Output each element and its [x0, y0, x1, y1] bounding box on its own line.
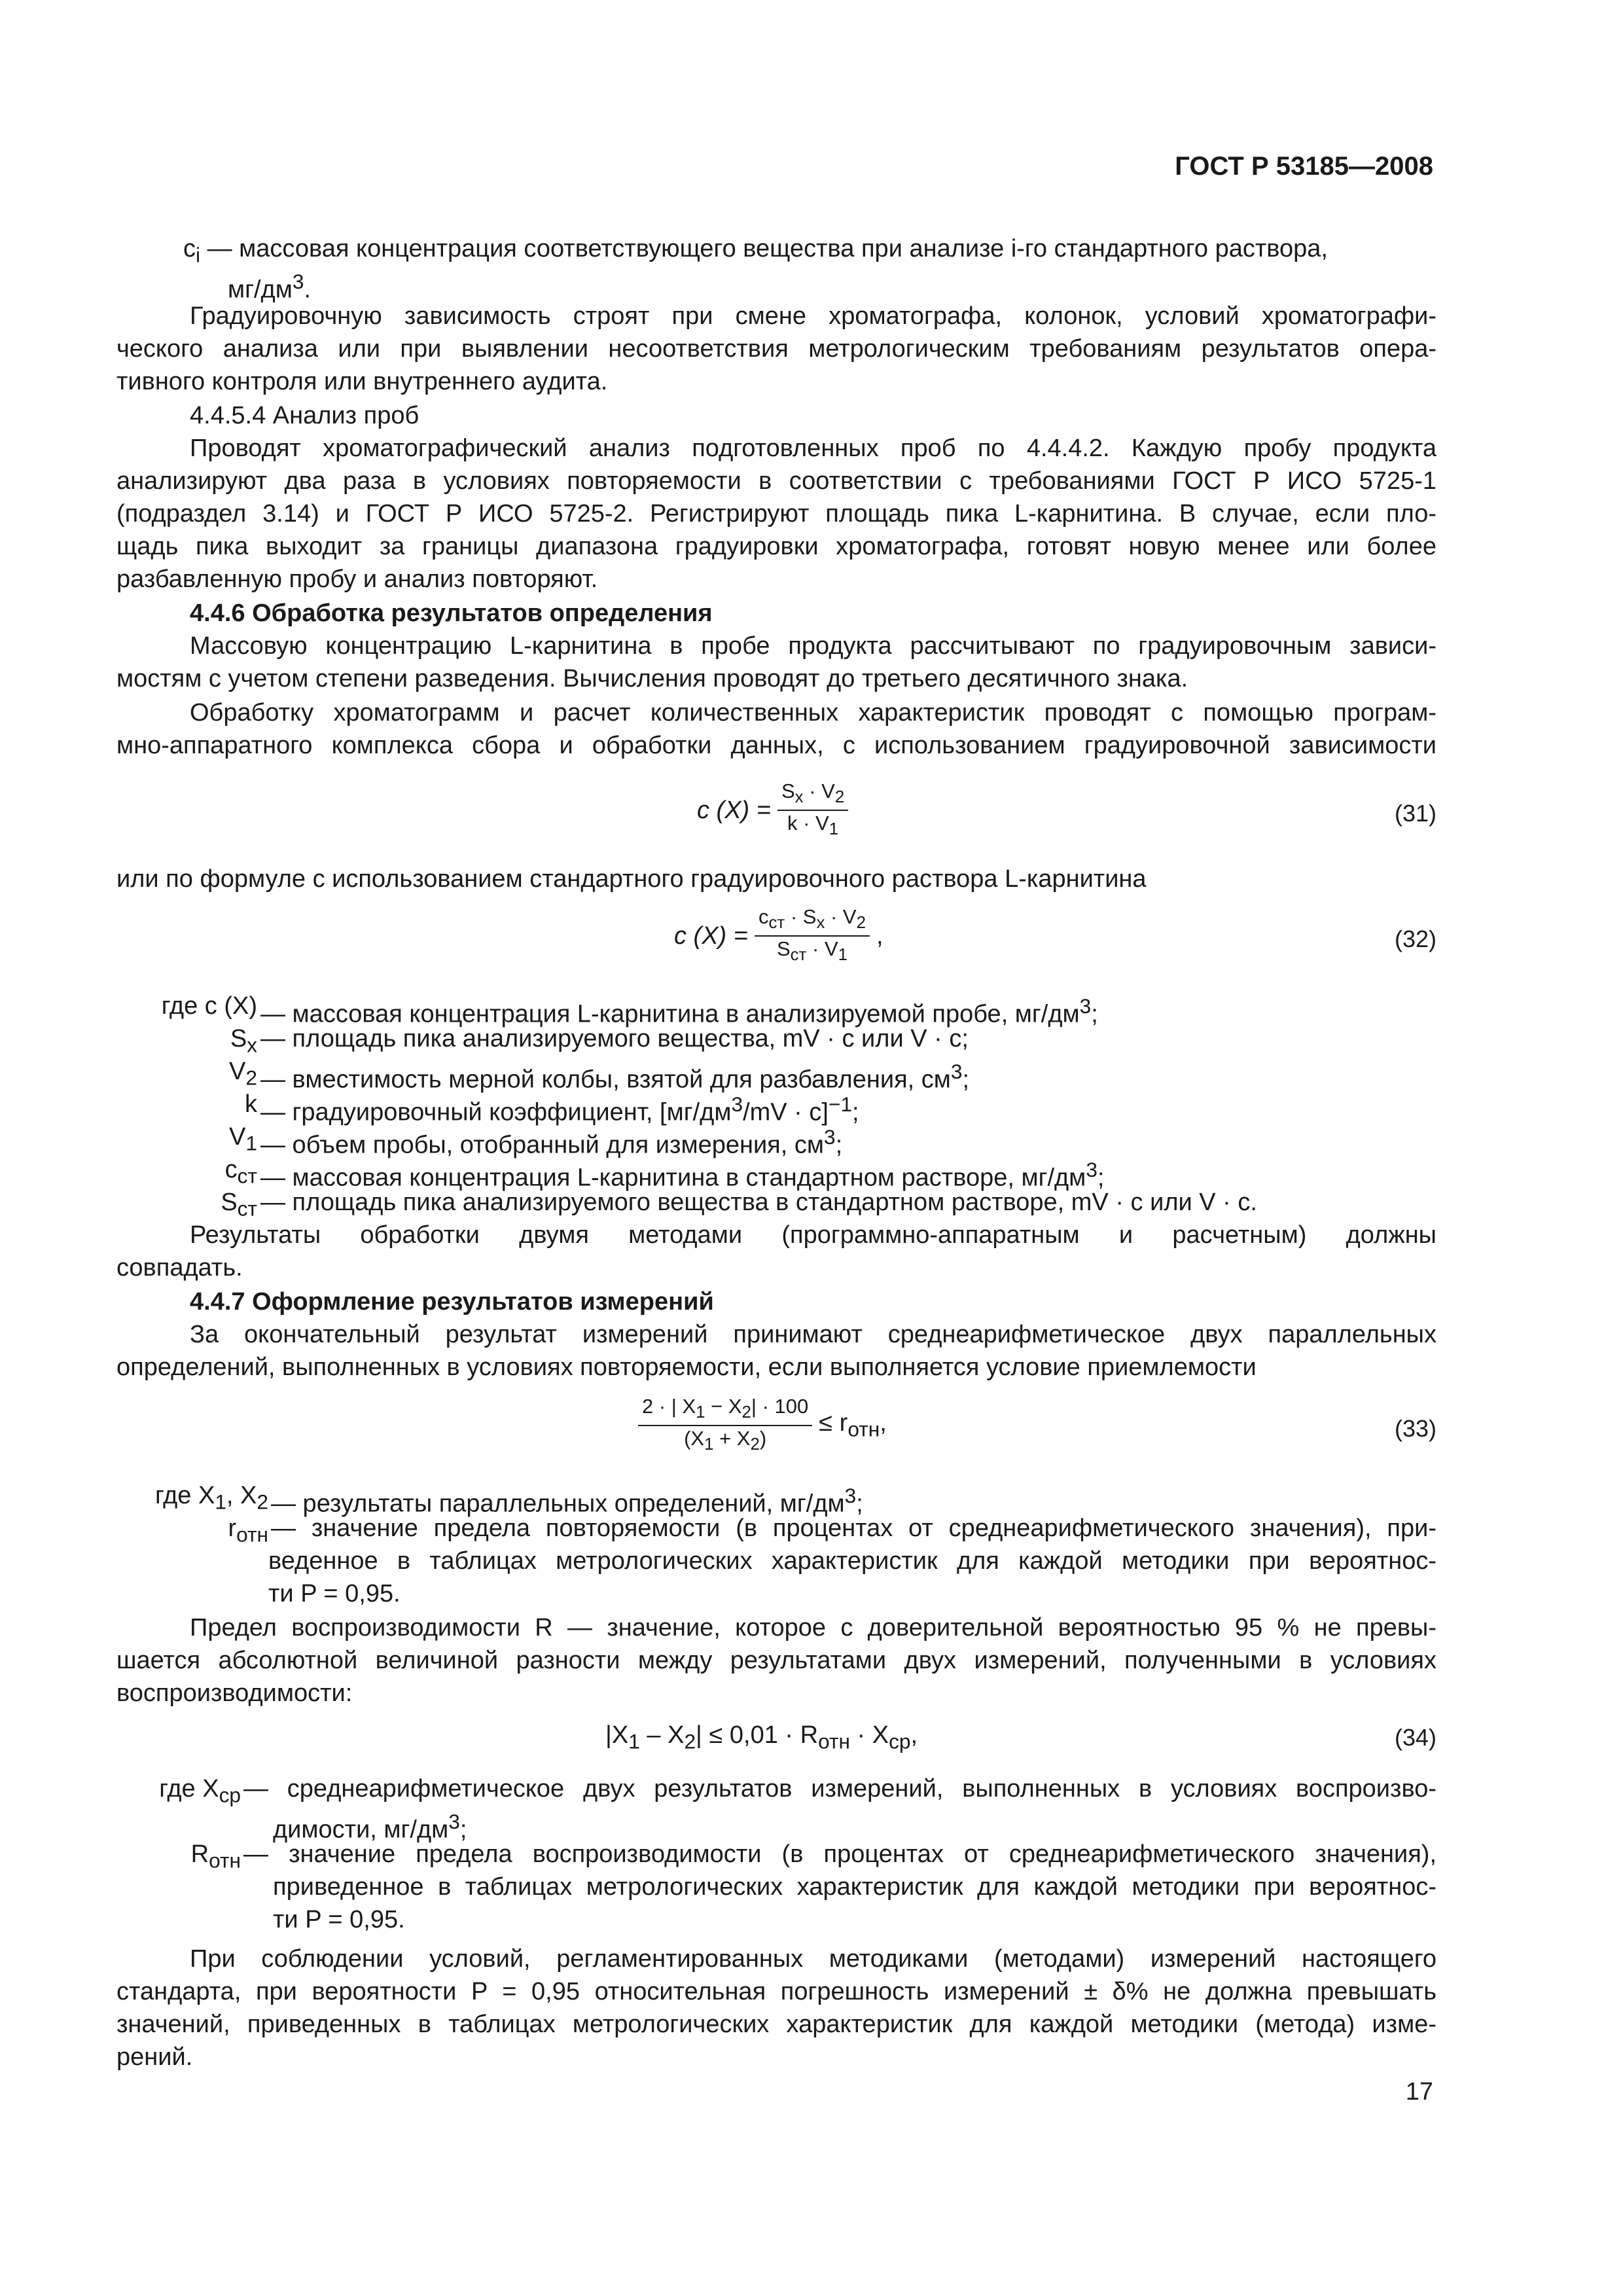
text-line: определений, выполненных в условиях повторяемости, если выполняется условие приемлемости — [116, 1354, 1257, 1381]
text-line: шается абсолютной величиной разности между результатами двух измерений, полученными в условиях — [116, 1647, 1436, 1674]
definition-symbol: $r_{отн}$ — [228, 1515, 268, 1547]
text-line: веденное в таблицах метрологических характеристик для каждой методики при вероятнос- — [268, 1547, 1436, 1575]
equation-number: (32) — [1394, 925, 1436, 952]
definition-symbol: $V_2$ — [229, 1058, 257, 1090]
text-line: ти P = 0,95. — [268, 1580, 401, 1607]
definition-text: — массовая концентрация L-карнитина в стандартном растворе, $мг/дм^3$; — [260, 1158, 1105, 1192]
text-line: $c_i$ — массовая концентрация соответствующего вещества при анализе i-го стандартного раствора, — [183, 235, 1328, 267]
definition-symbol: где c (X) — [161, 992, 257, 1020]
equation-33: $\frac{2 \cdot | X_1 - X_2| \cdot 100}{(X_1 + X_2)}$ ≤ $r_{отн}$, — [638, 1394, 887, 1457]
definition-text: — результаты параллельных определений, $мг/дм^3$; — [271, 1484, 863, 1518]
text-line: (подраздел 3.14) и ГОСТ Р ИСО 5725-2. Регистрируют площадь пика L-карнитина. В случае, если пло- — [116, 500, 1436, 528]
definition-text: ти P = 0,95. — [273, 1906, 405, 1933]
subsection-title: 4.4.5.4 Анализ проб — [190, 402, 419, 429]
definition-symbol: $S_{ст}$ — [221, 1189, 257, 1221]
definition-text: — среднеарифметическое двух результатов измерений, выполненных в условиях воспроизво- — [243, 1775, 1436, 1803]
text-line: рений. — [116, 2043, 193, 2071]
definition-symbol: $V_1$ — [229, 1123, 257, 1155]
text-line: воспроизводимости: — [116, 1679, 353, 1707]
equation-number: (34) — [1394, 1724, 1436, 1751]
standard-header: ГОСТ Р 53185—2008 — [1175, 152, 1433, 181]
definition-symbol: где $X_1$, $X_2$ — [154, 1482, 268, 1514]
text-line: или по формуле с использованием стандартного градуировочного раствора L-карнитина — [116, 865, 1147, 893]
text-line: щадь пика выходит за границы диапазона градуировки хроматографа, готовят новую менее или более — [116, 533, 1436, 560]
text-line: Проводят хроматографический анализ подготовленных проб по 4.4.4.2. Каждую пробу продукта — [190, 435, 1436, 462]
text-line: мостям с учетом степени разведения. Вычисления проводят до третьего десятичного знака. — [116, 665, 1188, 692]
definition-text: — вместимость мерной колбы, взятой для разбавления, $см^3$; — [260, 1060, 970, 1094]
text-line: значений, приведенных в таблицах метрологических характеристик для каждой методики (метода) изме- — [116, 2011, 1436, 2038]
text-line: Массовую концентрацию L-карнитина в пробе продукта рассчитывают по градуировочным зависи- — [190, 632, 1436, 660]
definition-text: — градуировочный коэффициент, $[мг/дм^3/mV \cdot с]^{-1}$; — [260, 1092, 859, 1126]
definition-symbol: $R_{отн}$ — [190, 1840, 241, 1873]
text-line: совпадать. — [116, 1254, 243, 1282]
section-heading: 4.4.6 Обработка результатов определения — [190, 600, 713, 627]
text-line: мно-аппаратного комплекса сбора и обработки данных, с использованием градуировочной зависимости — [116, 732, 1436, 759]
text-line: разбавленную пробу и анализ повторяют. — [116, 565, 598, 593]
definition-symbol: $c_{ст}$ — [224, 1156, 257, 1188]
text-line: Результаты обработки двумя методами (программно-аппаратным и расчетным) должны — [190, 1221, 1436, 1249]
text-line: Предел воспроизводимости R — значение, которое с доверительной вероятностью 95 % не превы- — [190, 1614, 1436, 1641]
definition-text: приведенное в таблицах метрологических характеристик для каждой методики при вероятнос- — [273, 1873, 1436, 1901]
definition-text: — площадь пика анализируемого вещества, mV · с или V · с; — [260, 1025, 969, 1052]
definition-text: — значение предела воспроизводимости (в процентах от среднеарифметического значения), — [243, 1840, 1436, 1868]
equation-31: c (X) = $\frac{S_x \cdot V_2}{k \cdot V_1}$ — [697, 779, 848, 842]
text-line: Градуировочную зависимость строят при смене хроматографа, колонок, условий хроматографи- — [190, 302, 1436, 330]
text-line: тивного контроля или внутреннего аудита. — [116, 368, 608, 395]
page-number: 17 — [1405, 2078, 1433, 2106]
text-line: При соблюдении условий, регламентированных методиками (методами) измерений настоящего — [190, 1945, 1436, 1973]
definition-symbol: $S_x$ — [230, 1025, 257, 1057]
text-line: ческого анализа или при выявлении несоответствия метрологическим требованиям результатов опера- — [116, 335, 1436, 363]
text-line: За окончательный результат измерений принимают среднеарифметическое двух параллельных — [190, 1321, 1436, 1348]
equation-number: (31) — [1394, 800, 1436, 827]
text-line: стандарта, при вероятности P = 0,95 относительная погрешность измерений ± δ% не должна превышать — [116, 1978, 1436, 2005]
text-line: Обработку хроматограмм и расчет количественных характеристик проводят с помощью програм- — [190, 699, 1436, 726]
definition-symbol: где $X_{ср}$ — [159, 1775, 241, 1807]
text-line: анализируют два раза в условиях повторяемости в соответствии с требованиями ГОСТ Р ИСО 5725-1 — [116, 467, 1436, 495]
definition-text: — значение предела повторяемости (в процентах от среднеарифметического значения), при- — [271, 1515, 1436, 1542]
definition-text: — объем пробы, отобранный для измерения, $см^3$; — [260, 1125, 843, 1159]
equation-number: (33) — [1394, 1415, 1436, 1442]
definition-text: — массовая концентрация L-карнитина в анализируемой пробе, $мг/дм^3$; — [260, 994, 1098, 1028]
section-heading: 4.4.7 Оформление результатов измерений — [190, 1288, 714, 1316]
definition-text: — площадь пика анализируемого вещества в стандартном растворе, mV · с или V · с. — [260, 1189, 1257, 1216]
definition-symbol: k — [245, 1090, 257, 1118]
definition-text: димости, $мг/дм^3$; — [273, 1810, 467, 1844]
equation-32: c (X) = $\frac{c_{ст} \cdot S_x \cdot V_2}{S_{ст} \cdot V_1}$ , — [674, 905, 883, 965]
text-line: $мг/дм^3$. — [228, 270, 312, 304]
equation-34: $|X_1 - X_2| \le 0,01 \cdot R_{отн} \cdot X_{ср}$, — [605, 1721, 918, 1753]
